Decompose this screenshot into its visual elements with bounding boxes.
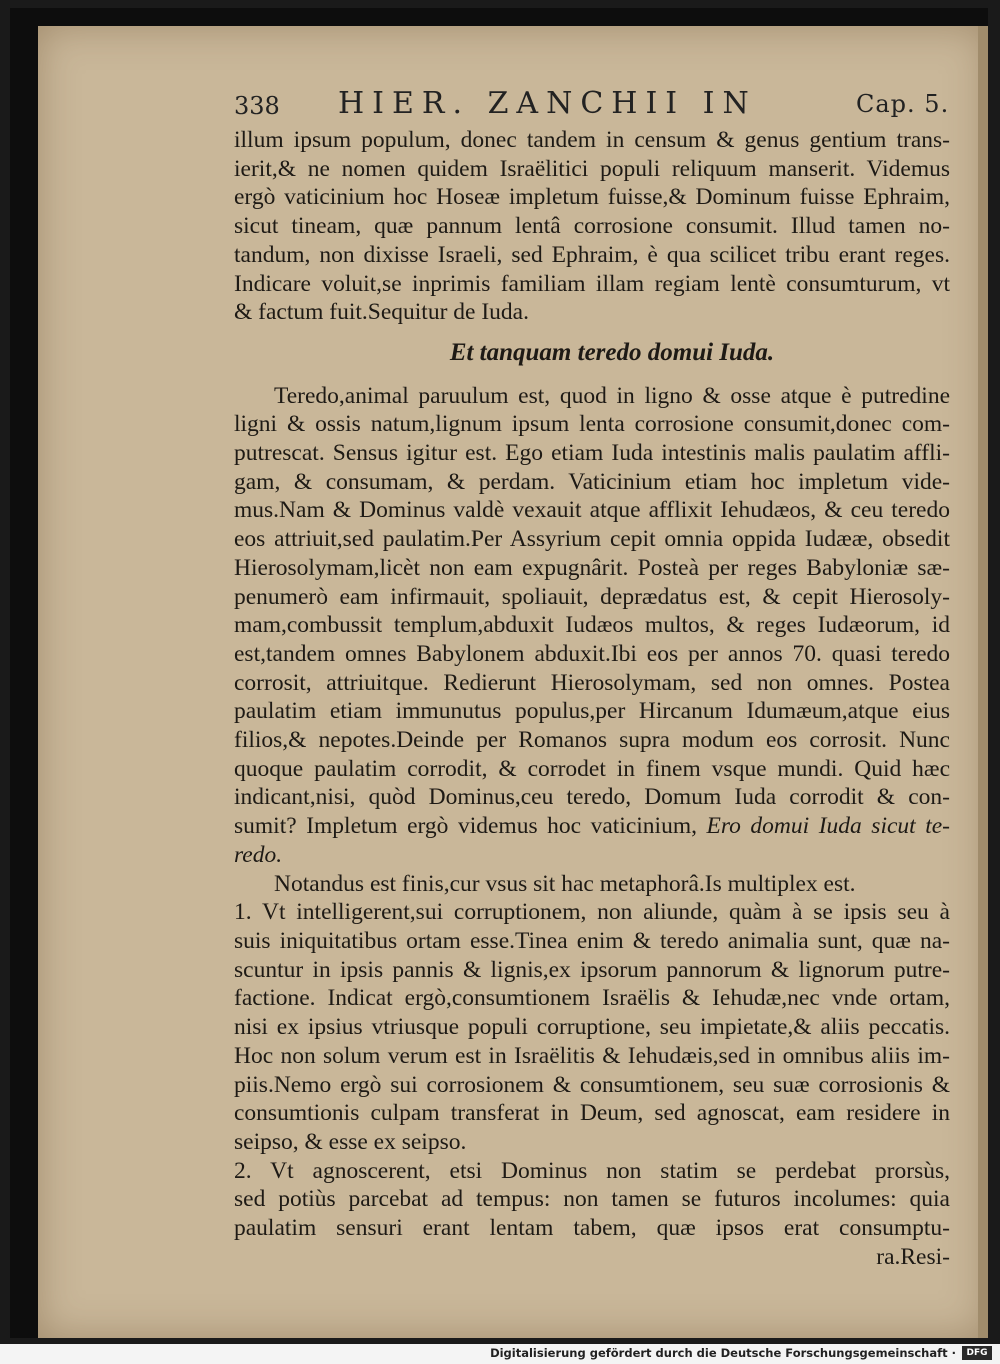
section-heading: Et tanquam teredo domui Iuda.	[449, 338, 775, 366]
paragraph-3: Notandus est finis,cur vsus sit hac metaphorâ.Is multiplex est.	[274, 870, 856, 897]
text-line: paulatim sensuri erant lentam tabem, quæ ipsos erat consumptu-	[234, 1215, 950, 1242]
footer-bar	[0, 1344, 1000, 1364]
text-line: mam,combussit templum,abduxit Iudæos multos, & reges Iudæorum, id	[234, 612, 950, 639]
paragraph-2	[234, 382, 950, 870]
text-line: & factum fuit.Sequitur de Iuda.	[234, 299, 529, 326]
text-line: seipso, & esse ex seipso.	[234, 1128, 467, 1155]
page-number: 338	[234, 92, 280, 120]
text-line: 2. Vt agnoscerent, etsi Dominus non statim se perdebat prorsùs,	[234, 1157, 950, 1184]
text-line: 1. Vt intelligerent,sui corruptionem, non aliunde, quàm à se ipsis seu à	[234, 899, 950, 926]
text-line: mus.Nam & Dominus valdè vexauit atque afflixit Iehudæos, & ceu teredo	[234, 497, 950, 524]
catchword: ra.Resi-	[876, 1243, 950, 1270]
scripture-quote: Ero domui Iuda sicut te-	[706, 813, 950, 840]
dfg-logo: DFG	[962, 1346, 992, 1360]
text-line: suis iniquitatibus ortam esse.Tinea enim & teredo animalia sunt, quæ na-	[234, 927, 950, 954]
text-line: consumtionis culpam transferat in Deum, sed agnoscat, eam residere in	[234, 1100, 950, 1127]
text-line: piis.Nemo ergò sui corrosionem & consumtionem, seu suæ corrosionis &	[234, 1071, 950, 1098]
text-line: indicant,nisi, quòd Dominus,ceu teredo, Domum Iuda corrodit & con-	[234, 784, 950, 811]
text-line: Hierosolymam,licèt non eam expugnârit. Posteà per reges Babyloniæ sæ-	[234, 554, 950, 581]
text-line: sed potiùs parcebat ad tempus: non tamen se futuros incolumes: quia	[234, 1186, 950, 1213]
text-line: est,tandem omnes Babylonem abduxit.Ibi eos per annos 70. quasi teredo	[234, 640, 950, 667]
funding-notice: Digitalisierung gefördert durch die Deutsche Forschungsgemeinschaft ·	[490, 1346, 956, 1360]
page-edge	[978, 26, 988, 1338]
text-line: Teredo,animal paruulum est, quod in ligno & osse atque è putredine	[274, 382, 950, 409]
text-line: corrosit, attriuitque. Redierunt Hierosolymam, sed non omnes. Postea	[234, 669, 950, 696]
body-text	[234, 126, 950, 1271]
text-line: factione. Indicat ergò,consumtionem Israëlis & Iehudæ,nec vnde ortam,	[234, 985, 950, 1012]
text-line: nisi ex ipsius vtriusque populi corruptione, seu impietate,& aliis peccatis.	[234, 1014, 950, 1041]
running-title: HIER. ZANCHII IN	[338, 86, 757, 121]
text-line: tandum, non dixisse Israeli, sed Ephraim, è qua scilicet tribu erant reges.	[234, 241, 950, 268]
text-line: ligni & ossis natum,lignum ipsum lenta corrosione consumit,donec com-	[234, 411, 950, 438]
numbered-item-2	[234, 1157, 950, 1243]
text-line: illum ipsum populum, donec tandem in censum & genus gentium trans-	[234, 127, 950, 153]
text-line: putrescat. Sensus igitur est. Ego etiam Iuda intestinis malis paulatim affli-	[234, 440, 950, 467]
numbered-item-1	[234, 898, 950, 1156]
text-line: scuntur in ipsis pannis & lignis,ex ipsorum pannorum & lignorum putre-	[234, 956, 950, 983]
text-line: gam, & consumam, & perdam. Vaticinium etiam hoc impletum vide-	[234, 468, 950, 495]
text-line: Hoc non solum verum est in Israëlitis & Iehudæis,sed in omnibus aliis im-	[234, 1042, 950, 1069]
paragraph-1	[234, 126, 950, 327]
text-line: paulatim etiam immunutus populus,per Hircanum Idumæum,atque eius	[234, 698, 950, 725]
text-fragment: sumit? Impletum ergò videmus hoc vaticinium,	[234, 813, 697, 840]
text-line: eos attriuit,sed paulatim.Per Assyrium cepit omnia oppida Iudææ, obsedit	[234, 526, 950, 553]
text-line: filios,& nepotes.Deinde per Romanos supra modum eos corrosit. Nunc	[234, 727, 950, 754]
text-line: ierit,& ne nomen quidem Israëlitici populi reliquum manserit. Videmus	[234, 155, 950, 182]
text-line: ergò vaticinium hoc Hoseæ impletum fuisse,& Dominum fuisse Ephraim,	[234, 184, 950, 211]
chapter-label: Cap. 5.	[856, 90, 950, 118]
scripture-quote-end: redo.	[234, 841, 283, 868]
text-line: Indicare voluit,se inprimis familiam illam regiam lentè consumturum, vt	[234, 270, 950, 297]
text-line-with-quote	[234, 812, 950, 841]
running-head	[234, 70, 954, 120]
text-line: sicut tineam, quæ pannum lentâ corrosione consumit. Illud tamen no-	[234, 213, 950, 240]
text-line: penumerò eam infirmauit, spoliauit, deprædatus est, & cepit Hierosoly-	[234, 583, 950, 610]
text-line: quoque paulatim corrodit, & corrodet in finem vsque mundi. Quid hæc	[234, 755, 950, 782]
